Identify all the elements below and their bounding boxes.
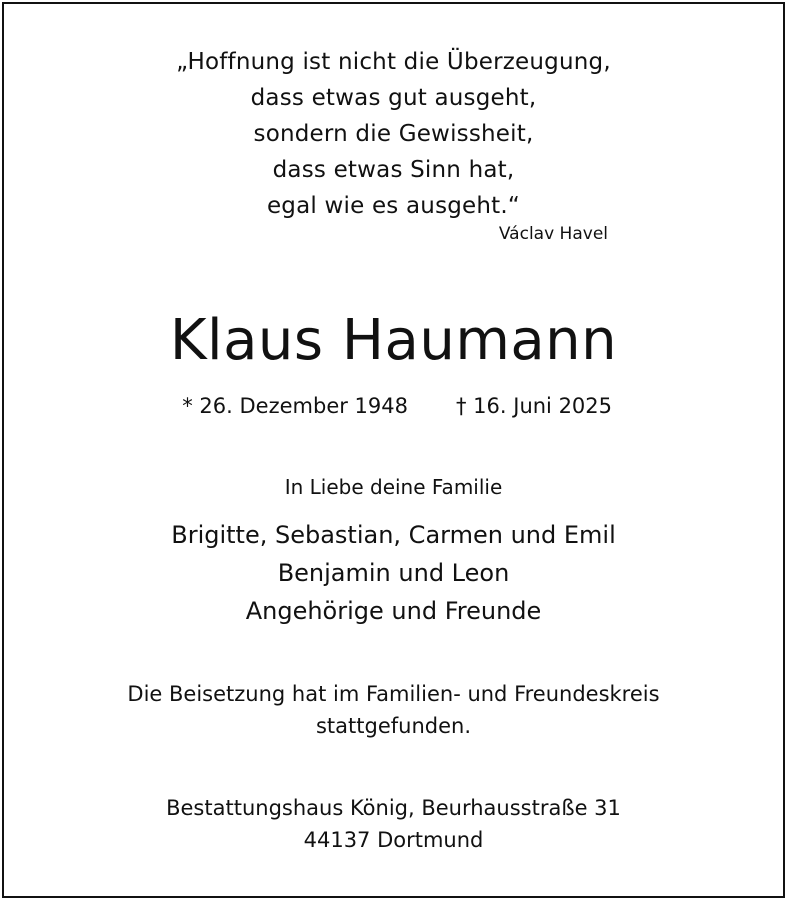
burial-notice xyxy=(0,678,787,742)
deceased-name: Klaus Haumann xyxy=(169,308,618,373)
death-date: † 16. Juni 2025 xyxy=(456,394,613,418)
mourners-line: Angehörige und Freunde xyxy=(245,597,542,625)
quote-line: dass etwas Sinn hat, xyxy=(272,157,515,183)
quote-author: Václav Havel xyxy=(498,224,608,244)
mourners-line: Brigitte, Sebastian, Carmen und Emil xyxy=(171,521,616,549)
funeral-home-address xyxy=(0,792,787,856)
mourners-line: Benjamin und Leon xyxy=(277,559,510,587)
quote-line: sondern die Gewissheit, xyxy=(253,121,534,147)
mourners-list xyxy=(0,516,787,630)
quote-block xyxy=(0,44,787,224)
burial-notice-line: stattgefunden. xyxy=(315,714,471,738)
mourners-intro: In Liebe deine Familie xyxy=(284,475,503,499)
funeral-home-line: 44137 Dortmund xyxy=(303,828,484,852)
burial-notice-line: Die Beisetzung hat im Familien- und Freundeskreis xyxy=(127,682,660,706)
funeral-home-line: Bestattungshaus König, Beurhausstraße 31 xyxy=(166,796,621,820)
quote-line: „Hoffnung ist nicht die Überzeugung, xyxy=(176,49,611,75)
quote-line: egal wie es ausgeht.“ xyxy=(266,193,521,219)
quote-line: dass etwas gut ausgeht, xyxy=(250,85,537,111)
birth-date: * 26. Dezember 1948 xyxy=(182,394,408,418)
